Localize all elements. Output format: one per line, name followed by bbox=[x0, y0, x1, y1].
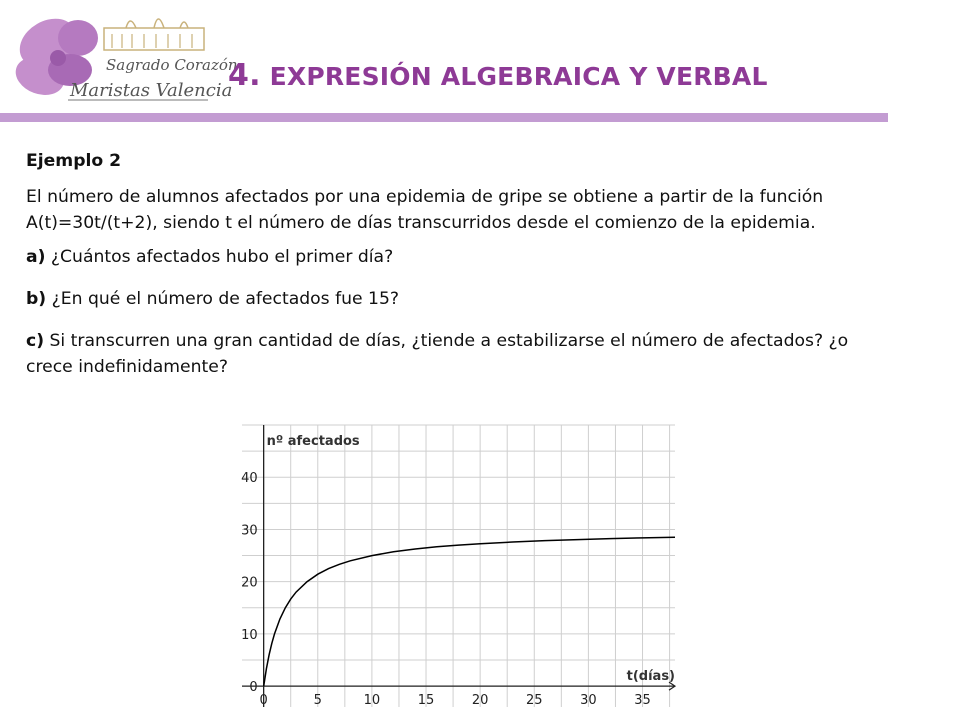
question-text: ¿Cuántos afectados hubo el primer día? bbox=[45, 247, 394, 267]
y-axis-label: nº afectados bbox=[266, 434, 360, 449]
question-c bbox=[26, 328, 856, 380]
building-icon bbox=[104, 19, 204, 50]
y-tick-label: 30 bbox=[241, 523, 258, 539]
question-a bbox=[26, 244, 856, 270]
page-title bbox=[228, 58, 768, 93]
y-tick-label: 0 bbox=[249, 680, 258, 696]
x-tick-label: 25 bbox=[526, 693, 543, 709]
section-number: 4. bbox=[228, 58, 261, 93]
school-logo bbox=[8, 8, 238, 108]
question-letter: b) bbox=[26, 289, 47, 309]
graph-grid bbox=[242, 425, 675, 707]
function-graph bbox=[225, 420, 690, 715]
y-tick-label: 40 bbox=[241, 471, 258, 487]
graph-tick-labels bbox=[241, 471, 651, 708]
function-curve bbox=[264, 537, 675, 686]
slide-content bbox=[26, 148, 856, 380]
graph-axes bbox=[242, 425, 675, 707]
x-axis-label: t(días) bbox=[626, 669, 675, 685]
x-tick-label: 35 bbox=[634, 693, 651, 709]
example-title: Ejemplo 2 bbox=[26, 151, 122, 171]
logo-text-line-2: Maristas Valencia bbox=[70, 80, 233, 101]
x-tick-label: 10 bbox=[363, 693, 381, 709]
title-underline-bar bbox=[0, 113, 888, 122]
graph-curve bbox=[264, 537, 675, 686]
question-b bbox=[26, 286, 856, 312]
question-letter: a) bbox=[26, 247, 46, 267]
logo-text-line-1: Sagrado Corazón bbox=[106, 56, 238, 74]
x-tick-label: 5 bbox=[313, 693, 322, 709]
y-tick-label: 10 bbox=[241, 627, 258, 643]
x-tick-label: 0 bbox=[259, 693, 268, 709]
problem-statement: El número de alumnos afectados por una epidemia de gripe se obtiene a partir de la función A(t)=30t/(t+2), siendo t el número de días transcurridos desde el comienzo de la epidemia. bbox=[26, 187, 824, 233]
section-title: EXPRESIÓN ALGEBRAICA Y VERBAL bbox=[269, 62, 768, 91]
y-tick-label: 20 bbox=[241, 575, 258, 591]
question-text: ¿En qué el número de afectados fue 15? bbox=[46, 289, 400, 309]
x-tick-label: 20 bbox=[471, 693, 489, 709]
x-tick-label: 15 bbox=[417, 693, 435, 709]
question-text: Si transcurren una gran cantidad de días, ¿tiende a estabilizarse el número de afectados? ¿o crece indefinidamente? bbox=[26, 331, 849, 377]
x-tick-label: 30 bbox=[580, 693, 597, 709]
question-letter: c) bbox=[26, 331, 45, 351]
